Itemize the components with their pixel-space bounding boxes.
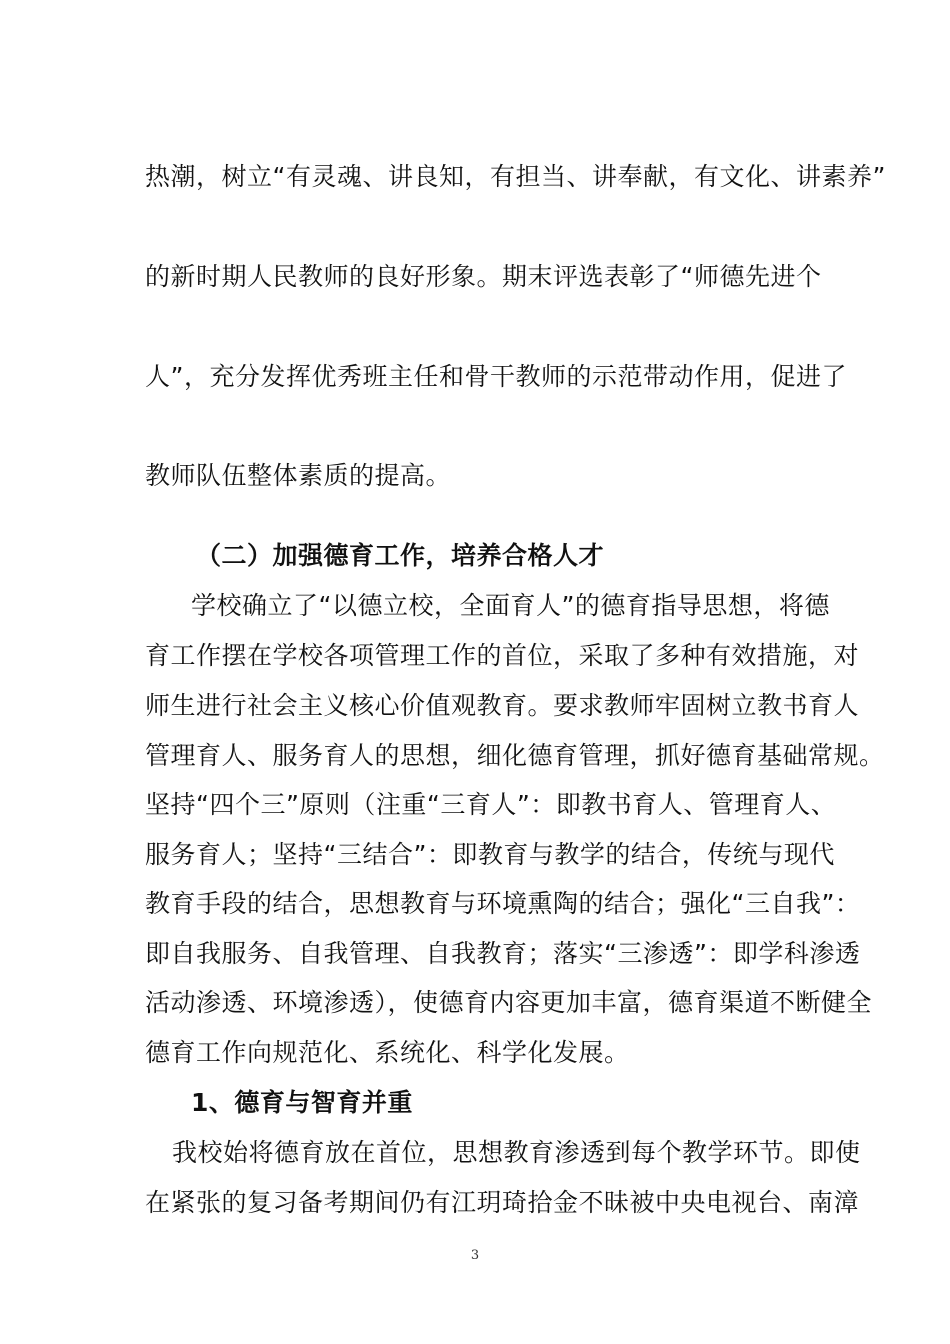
paragraph-line-8: 管理育人、服务育人的思想，细化德育管理，抓好德育基础常规。 [145,741,885,770]
section-heading: （二）加强德育工作，培养合格人才 [196,541,605,570]
paragraph-line-9: 坚持“四个三”原则（注重“三育人”：即教书育人、管理育人、 [145,790,837,819]
paragraph-line-1: 热潮，树立“有灵魂、讲良知，有担当、讲奉献，有文化、讲素养” [145,162,886,191]
paragraph-line-15: 我校始将德育放在首位，思想教育渗透到每个教学环节。即使 [172,1138,861,1167]
paragraph-line-4: 教师队伍整体素质的提高。 [145,461,452,490]
paragraph-line-3: 人”，充分发挥优秀班主任和骨干教师的示范带动作用，促进了 [145,362,847,391]
paragraph-line-10: 服务育人；坚持“三结合”：即教育与教学的结合，传统与现代 [145,840,835,869]
paragraph-line-11: 教育手段的结合，思想教育与环境熏陶的结合；强化“三自我”： [145,889,861,918]
paragraph-line-12: 即自我服务、自我管理、自我教育；落实“三渗透”：即学科渗透 [145,939,861,968]
paragraph-line-14: 德育工作向规范化、系统化、科学化发展。 [145,1038,630,1067]
paragraph-line-13: 活动渗透、环境渗透），使德育内容更加丰富，德育渠道不断健全 [145,988,873,1017]
paragraph-line-5: 学校确立了“以德立校，全面育人”的德育指导思想，将德 [191,591,830,620]
paragraph-line-6: 育工作摆在学校各项管理工作的首位，采取了多种有效措施，对 [145,641,860,670]
paragraph-line-7: 师生进行社会主义核心价值观教育。要求教师牢固树立教书育人 [145,691,860,720]
page-number: 3 [470,1248,480,1263]
paragraph-line-16: 在紧张的复习备考期间仍有江玥琦拾金不昧被中央电视台、南漳 [145,1188,860,1217]
subsection-heading: 1、德育与智育并重 [191,1088,413,1117]
paragraph-line-2: 的新时期人民教师的良好形象。期末评选表彰了“师德先进个 [145,262,822,291]
